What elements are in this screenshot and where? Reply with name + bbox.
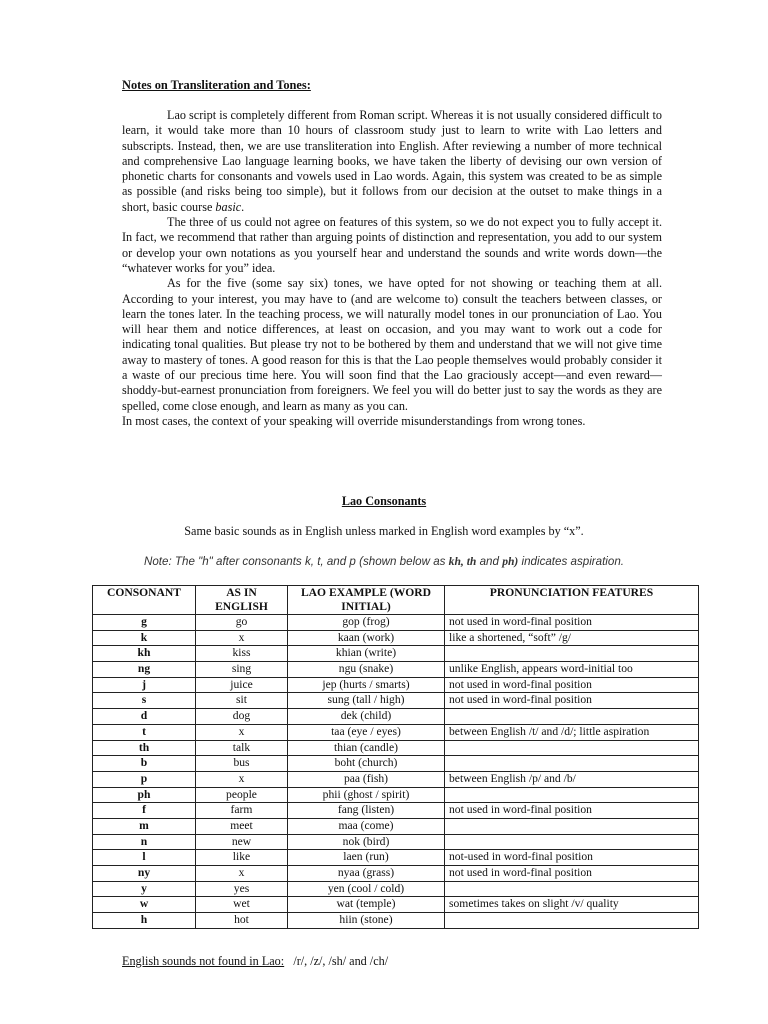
table-row	[93, 724, 699, 740]
cell-pronunciation	[445, 834, 699, 850]
cell-consonant: ny	[93, 866, 196, 882]
footer-note	[122, 954, 388, 969]
cell-consonant: f	[93, 803, 196, 819]
cell-as-in-english: x	[196, 866, 288, 882]
cell-consonant: ng	[93, 662, 196, 678]
cell-as-in-english: x	[196, 630, 288, 646]
table-row	[93, 740, 699, 756]
cell-consonant: p	[93, 771, 196, 787]
cell-consonant: d	[93, 709, 196, 725]
cell-lao-example: nok (bird)	[288, 834, 445, 850]
cell-as-in-english: meet	[196, 818, 288, 834]
table-row	[93, 913, 699, 929]
table-row	[93, 787, 699, 803]
consonants-intro: Same basic sounds as in English unless marked in English word examples by “x”.	[184, 524, 584, 538]
table-row	[93, 756, 699, 772]
cell-as-in-english: new	[196, 834, 288, 850]
paragraph-system: The three of us could not agree on features of this system, so we do not expect you to fully accept it. In fact, we recommend that rather than arguing points of distinction and representation, you add to our system or develop your own notations as you yourself hear and understand the sounds and write words down—the “whatever works for you” idea.	[122, 215, 662, 275]
cell-lao-example: hiin (stone)	[288, 913, 445, 929]
paragraph-script-text: Lao script is completely different from Roman script. Whereas it is not usually considered difficult to learn, it would take more than 10 hours of classroom study just to learn to write with Lao letters and subscripts. Instead, then, we are use transliteration into English. After reviewing a number of more technical and comprehensive Lao language learning books, we have taken the liberty of devising our own version of phonetic charts for consonants and vowels used in Lao words. Again, this system was created to be as simple as possible (and risks being too simple), but it follows from our decision at the outset to make things in a short, basic course	[122, 108, 662, 214]
header-pronunciation: PRONUNCIATION FEATURES	[445, 586, 699, 615]
cell-as-in-english: kiss	[196, 646, 288, 662]
cell-consonant: h	[93, 913, 196, 929]
cell-lao-example: phii (ghost / spirit)	[288, 787, 445, 803]
cell-lao-example: nyaa (grass)	[288, 866, 445, 882]
cell-pronunciation	[445, 913, 699, 929]
table-row	[93, 771, 699, 787]
cell-consonant: y	[93, 881, 196, 897]
cell-lao-example: dek (child)	[288, 709, 445, 725]
footer-sounds: /r/, /z/, /sh/ and /ch/	[293, 954, 389, 968]
table-row	[93, 866, 699, 882]
aspiration-note	[0, 554, 768, 569]
cell-consonant: s	[93, 693, 196, 709]
cell-as-in-english: dog	[196, 709, 288, 725]
table-row	[93, 662, 699, 678]
note-text-and: and	[476, 555, 503, 568]
cell-consonant: n	[93, 834, 196, 850]
table-row	[93, 709, 699, 725]
cell-consonant: k	[93, 630, 196, 646]
cell-consonant: w	[93, 897, 196, 913]
cell-consonant: kh	[93, 646, 196, 662]
cell-lao-example: maa (come)	[288, 818, 445, 834]
cell-pronunciation: not used in word-final position	[445, 615, 699, 631]
table-row	[93, 646, 699, 662]
cell-as-in-english: wet	[196, 897, 288, 913]
cell-lao-example: boht (church)	[288, 756, 445, 772]
cell-pronunciation: sometimes takes on slight /v/ quality	[445, 897, 699, 913]
cell-pronunciation	[445, 881, 699, 897]
cell-lao-example: sung (tall / high)	[288, 693, 445, 709]
footer-label: English sounds not found in Lao:	[122, 954, 285, 968]
cell-pronunciation: between English /t/ and /d/; little aspiration	[445, 724, 699, 740]
consonants-table	[92, 585, 699, 929]
cell-as-in-english: x	[196, 771, 288, 787]
cell-consonant: l	[93, 850, 196, 866]
cell-as-in-english: talk	[196, 740, 288, 756]
cell-pronunciation	[445, 818, 699, 834]
cell-as-in-english: go	[196, 615, 288, 631]
header-as-in-english: AS IN ENGLISH	[196, 586, 288, 615]
cell-pronunciation	[445, 646, 699, 662]
cell-lao-example: khian (write)	[288, 646, 445, 662]
table-header-row	[93, 586, 699, 615]
table-row	[93, 630, 699, 646]
cell-pronunciation: not used in word-final position	[445, 677, 699, 693]
cell-pronunciation	[445, 756, 699, 772]
cell-pronunciation	[445, 709, 699, 725]
table-row	[93, 803, 699, 819]
note-text-a: Note: The "h" after consonants k, t, and p (shown below as	[143, 555, 449, 568]
cell-pronunciation: like a shortened, “soft” /g/	[445, 630, 699, 646]
cell-pronunciation	[445, 740, 699, 756]
cell-pronunciation: not-used in word-final position	[445, 850, 699, 866]
cell-as-in-english: bus	[196, 756, 288, 772]
paragraph-script: Lao script is completely different from Roman script. Whereas it is not usually considered difficult to learn, it would take more than 10 hours of classroom study just to learn to write with Lao letters and subscripts. Instead, then, we are use transliteration into English. After reviewing a number of more technical and comprehensive Lao language learning books, we have taken the liberty of devising our own version of phonetic charts for consonants and vowels used in Lao words. Again, this system was created to be as simple as possible (and risks being too simple), but it follows from our decision at the outset to make things in a short, basic course basic.	[122, 108, 662, 214]
table-body	[93, 615, 699, 929]
table-row	[93, 834, 699, 850]
table-row	[93, 615, 699, 631]
cell-as-in-english: sit	[196, 693, 288, 709]
cell-consonant: m	[93, 818, 196, 834]
cell-lao-example: jep (hurts / smarts)	[288, 677, 445, 693]
cell-as-in-english: sing	[196, 662, 288, 678]
note-ph: ph)	[502, 555, 519, 568]
note-text-b: indicates aspiration.	[518, 555, 624, 568]
cell-lao-example: paa (fish)	[288, 771, 445, 787]
table-row	[93, 818, 699, 834]
cell-consonant: th	[93, 740, 196, 756]
cell-lao-example: yen (cool / cold)	[288, 881, 445, 897]
consonants-heading: Lao Consonants	[341, 494, 427, 508]
cell-pronunciation: unlike English, appears word-initial too	[445, 662, 699, 678]
cell-consonant: j	[93, 677, 196, 693]
cell-consonant: ph	[93, 787, 196, 803]
cell-lao-example: taa (eye / eyes)	[288, 724, 445, 740]
cell-consonant: g	[93, 615, 196, 631]
cell-lao-example: kaan (work)	[288, 630, 445, 646]
cell-lao-example: laen (run)	[288, 850, 445, 866]
cell-as-in-english: juice	[196, 677, 288, 693]
note-kh-th: kh, th	[448, 555, 477, 568]
cell-consonant: t	[93, 724, 196, 740]
cell-pronunciation: not used in word-final position	[445, 866, 699, 882]
cell-lao-example: ngu (snake)	[288, 662, 445, 678]
paragraph-context: In most cases, the context of your speaking will override misunderstandings from wrong tones.	[122, 413, 586, 428]
cell-lao-example: gop (frog)	[288, 615, 445, 631]
notes-heading: Notes on Transliteration and Tones:	[122, 78, 311, 92]
cell-lao-example: fang (listen)	[288, 803, 445, 819]
cell-pronunciation: not used in word-final position	[445, 693, 699, 709]
cell-lao-example: wat (temple)	[288, 897, 445, 913]
cell-as-in-english: x	[196, 724, 288, 740]
table-row	[93, 693, 699, 709]
cell-as-in-english: yes	[196, 881, 288, 897]
notes-body	[122, 108, 662, 429]
header-consonant: CONSONANT	[93, 586, 196, 615]
table-row	[93, 881, 699, 897]
cell-as-in-english: farm	[196, 803, 288, 819]
paragraph-tones: As for the five (some say six) tones, we have opted for not showing or teaching them at all. According to your interest, you may have to (and are welcome to) consult the teachers between classes, or learn the tones later. In the teaching process, we will naturally model tones in our pronunciation of Lao. You will hear them and notice differences, at least on occasion, and you may want to work out a code for indicating tonal qualities. But please try not to be bothered by them and understand that we will not give time away to mastery of tones. A good reason for this is that the Lao people themselves would probably consider it a waste of our precious time here. You will soon find that the Lao graciously accept—and even reward—shoddy-but-earnest pronunciation from foreigners. We feel you will do better just to say the words as they are spelled, come close enough, and learn as many as you can.	[122, 276, 662, 413]
table-row	[93, 897, 699, 913]
cell-as-in-english: hot	[196, 913, 288, 929]
cell-pronunciation: not used in word-final position	[445, 803, 699, 819]
cell-as-in-english: people	[196, 787, 288, 803]
table-row	[93, 850, 699, 866]
cell-lao-example: thian (candle)	[288, 740, 445, 756]
table-row	[93, 677, 699, 693]
cell-pronunciation	[445, 787, 699, 803]
cell-consonant: b	[93, 756, 196, 772]
italic-basic: basic	[215, 199, 242, 214]
cell-pronunciation: between English /p/ and /b/	[445, 771, 699, 787]
cell-as-in-english: like	[196, 850, 288, 866]
header-lao-example: LAO EXAMPLE (WORD INITIAL)	[288, 586, 445, 615]
